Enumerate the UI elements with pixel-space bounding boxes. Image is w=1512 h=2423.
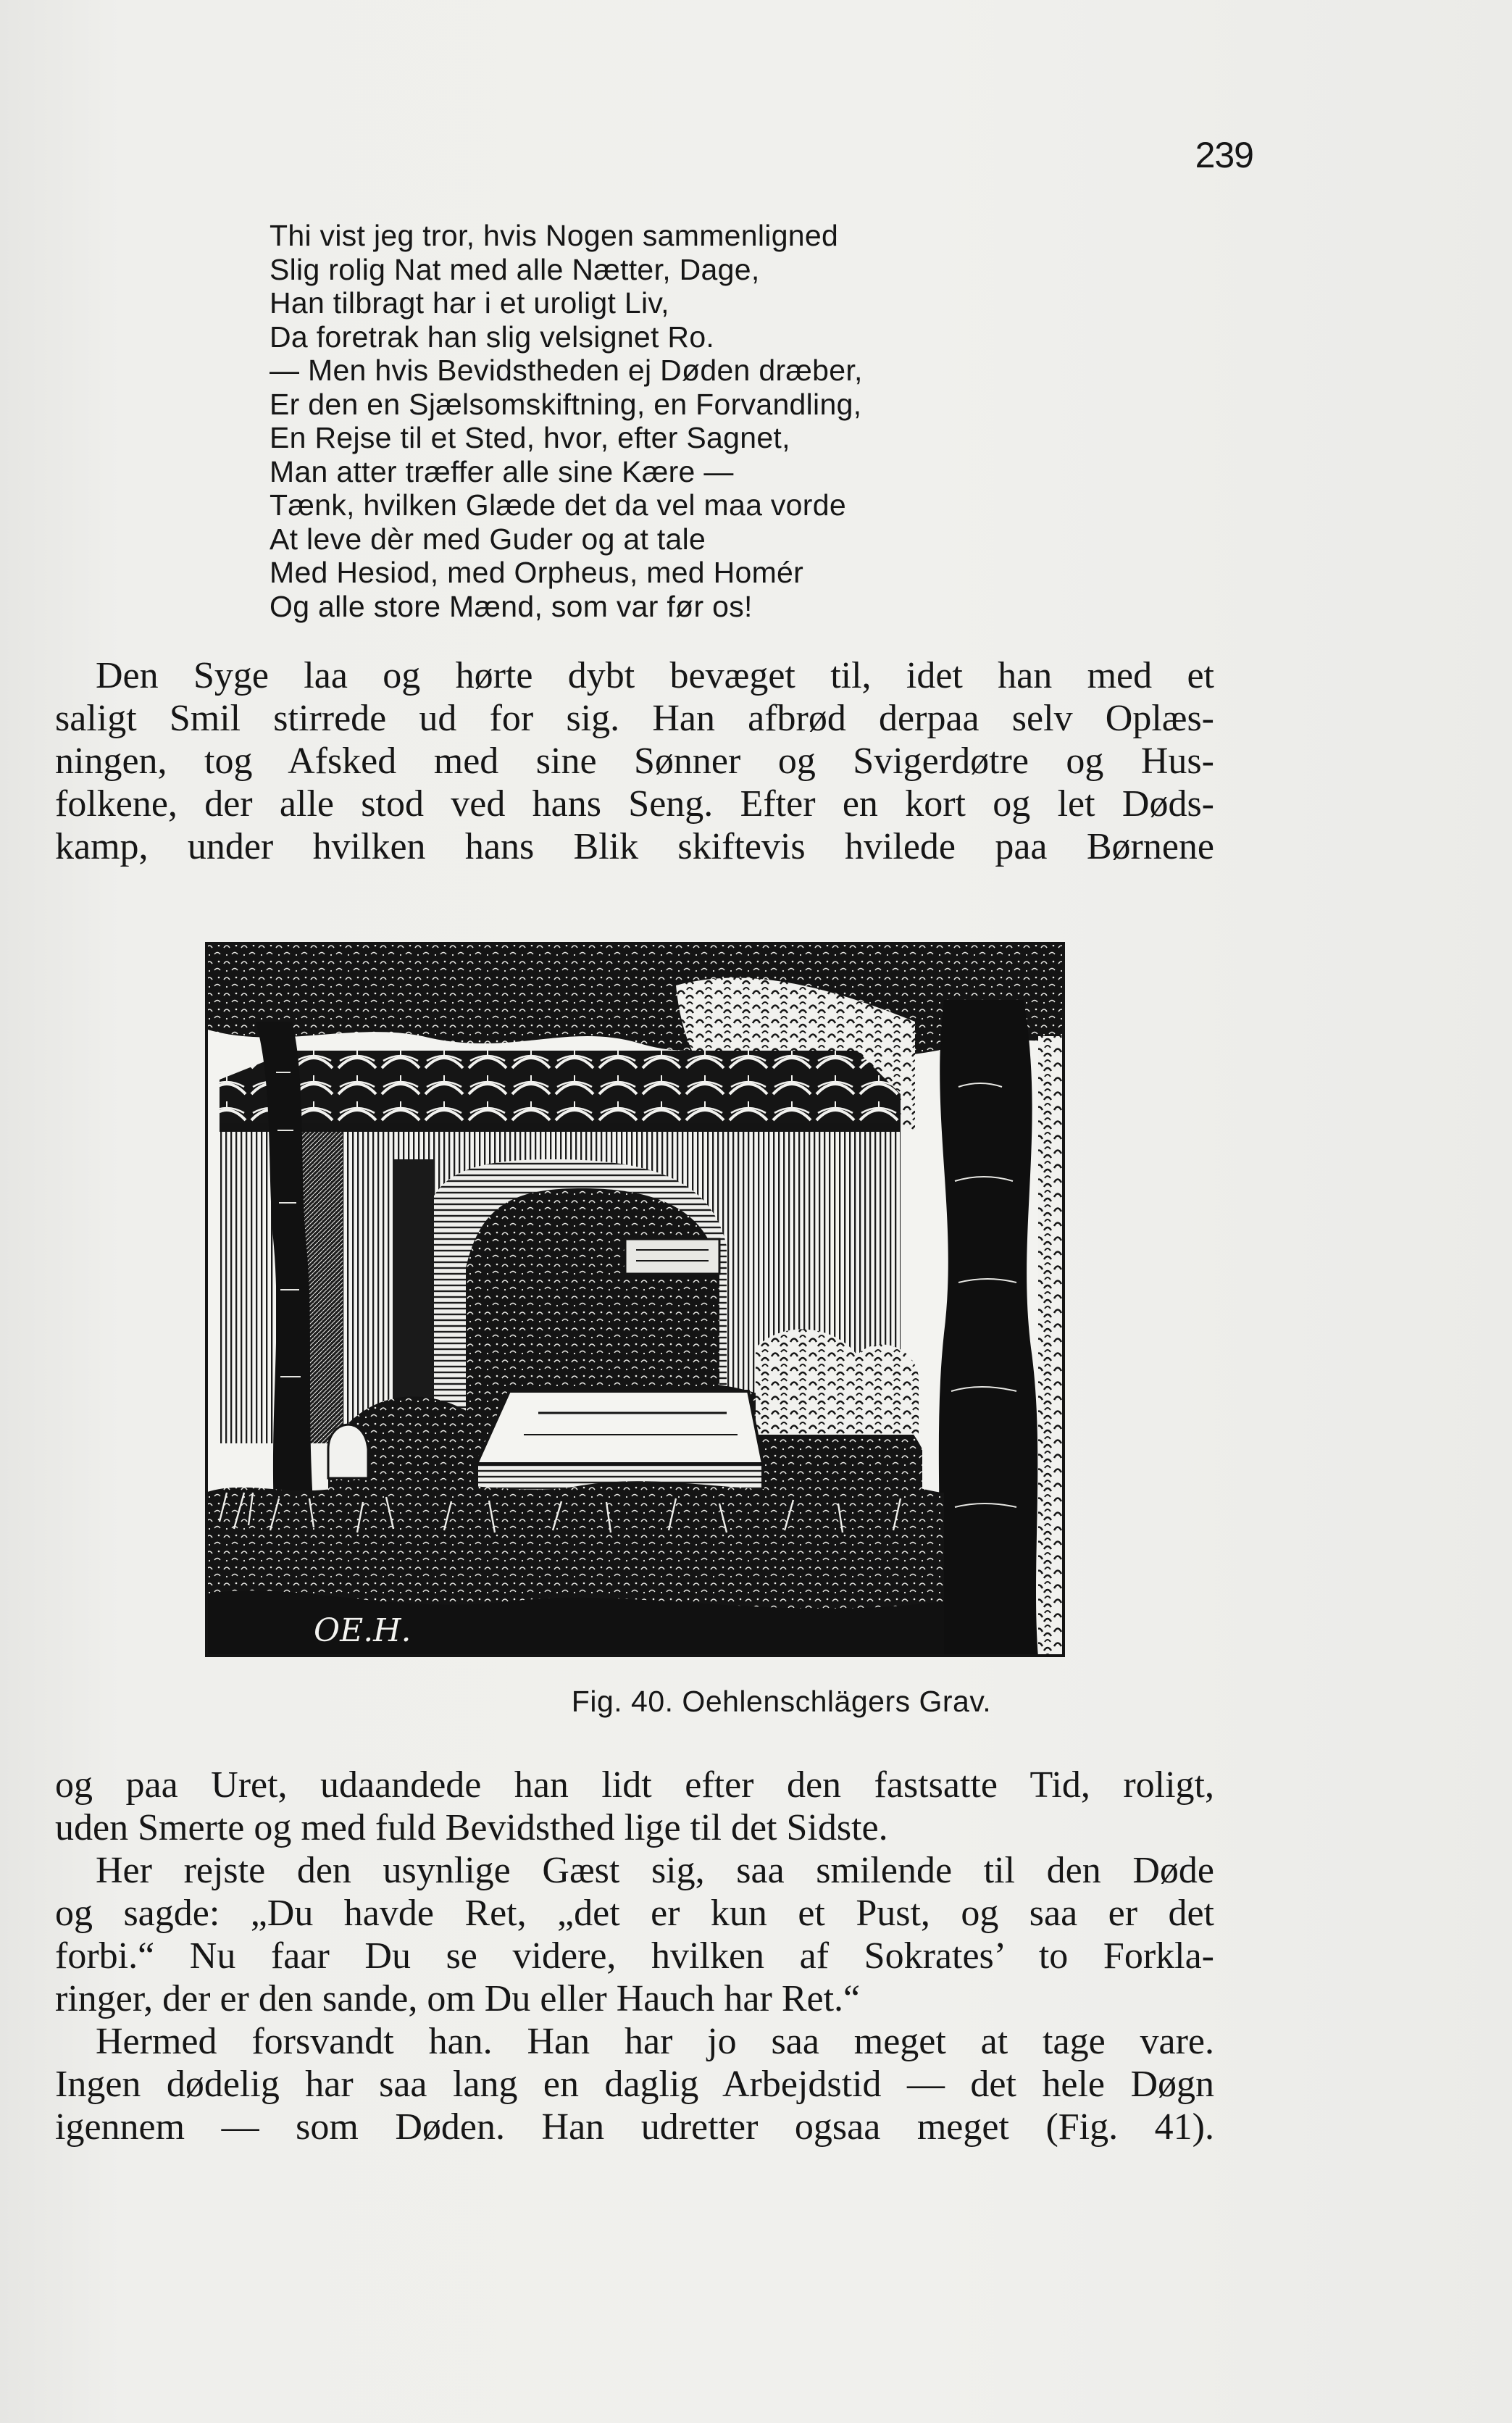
page-number: 239: [1195, 135, 1253, 175]
grave-illustration: [205, 942, 1065, 1657]
text-line: ningen, tog Afsked med sine Sønner og Svigerdøtre og Hus-: [55, 741, 1214, 782]
text-line: og sagde: „Du havde Ret, „det er kun et Pust, og saa er det: [55, 1893, 1214, 1934]
artist-signature: OE.H.: [314, 1612, 412, 1649]
poem-line: Er den en Sjælsomskiftning, en Forvandling,: [270, 387, 862, 421]
text-line: ringer, der er den sande, om Du eller Hauch har Ret.“: [55, 1978, 861, 2019]
text-line: og paa Uret, udaandede han lidt efter den fastsatte Tid, roligt,: [55, 1764, 1214, 1806]
text-line: saligt Smil stirrede ud for sig. Han afbrød derpaa selv Oplæs-: [55, 698, 1214, 739]
poem-line: Tænk, hvilken Glæde det da vel maa vorde: [270, 488, 846, 522]
body-paragraph: [55, 654, 1214, 868]
figure-caption: Fig. 40. Oehlenschlägers Grav.: [571, 1685, 992, 1718]
poem-quote: [270, 219, 994, 623]
poem-line: Da foretrak han slig velsignet Ro.: [270, 320, 715, 354]
poem-line: Og alle store Mænd, som var før os!: [270, 589, 753, 623]
poem-line: Med Hesiod, med Orpheus, med Homér: [270, 556, 804, 589]
text-line: kamp, under hvilken hans Blik skiftevis hvilede paa Børnene: [55, 826, 1214, 867]
body-paragraph: [55, 1764, 1214, 2148]
poem-line: — Men hvis Bevidstheden ej Døden dræber,: [270, 354, 863, 387]
text-line: folkene, der alle stod ved hans Seng. Efter en kort og let Døds-: [55, 783, 1214, 825]
poem-line: Man atter træffer alle sine Kære —: [270, 454, 734, 488]
text-line: uden Smerte og med fuld Bevidsthed lige til det Sidste.: [55, 1807, 888, 1848]
text-line: Her rejste den usynlige Gæst sig, saa smilende til den Døde: [96, 1850, 1214, 1891]
text-line: forbi.“ Nu faar Du se videre, hvilken af Sokrates’ to Forkla-: [55, 1935, 1214, 1977]
poem-line: At leve dèr med Guder og at tale: [270, 522, 706, 556]
poem-line: Slig rolig Nat med alle Nætter, Dage,: [270, 252, 760, 286]
text-line: igennem — som Døden. Han udretter ogsaa meget (Fig. 41).: [55, 2106, 1214, 2148]
text-line: Den Syge laa og hørte dybt bevæget til, idet han med et: [96, 655, 1214, 696]
text-line: Hermed forsvandt han. Han har jo saa meget at tage vare.: [96, 2021, 1214, 2062]
poem-line: En Rejse til et Sted, hvor, efter Sagnet,: [270, 421, 790, 454]
poem-line: Han tilbragt har i et uroligt Liv,: [270, 286, 669, 320]
poem-line: Thi vist jeg tror, hvis Nogen sammenligned: [270, 219, 839, 252]
woodcut-engraving: [205, 942, 1065, 1657]
text-line: Ingen dødelig har saa lang en daglig Arbejdstid — det hele Døgn: [55, 2064, 1214, 2105]
